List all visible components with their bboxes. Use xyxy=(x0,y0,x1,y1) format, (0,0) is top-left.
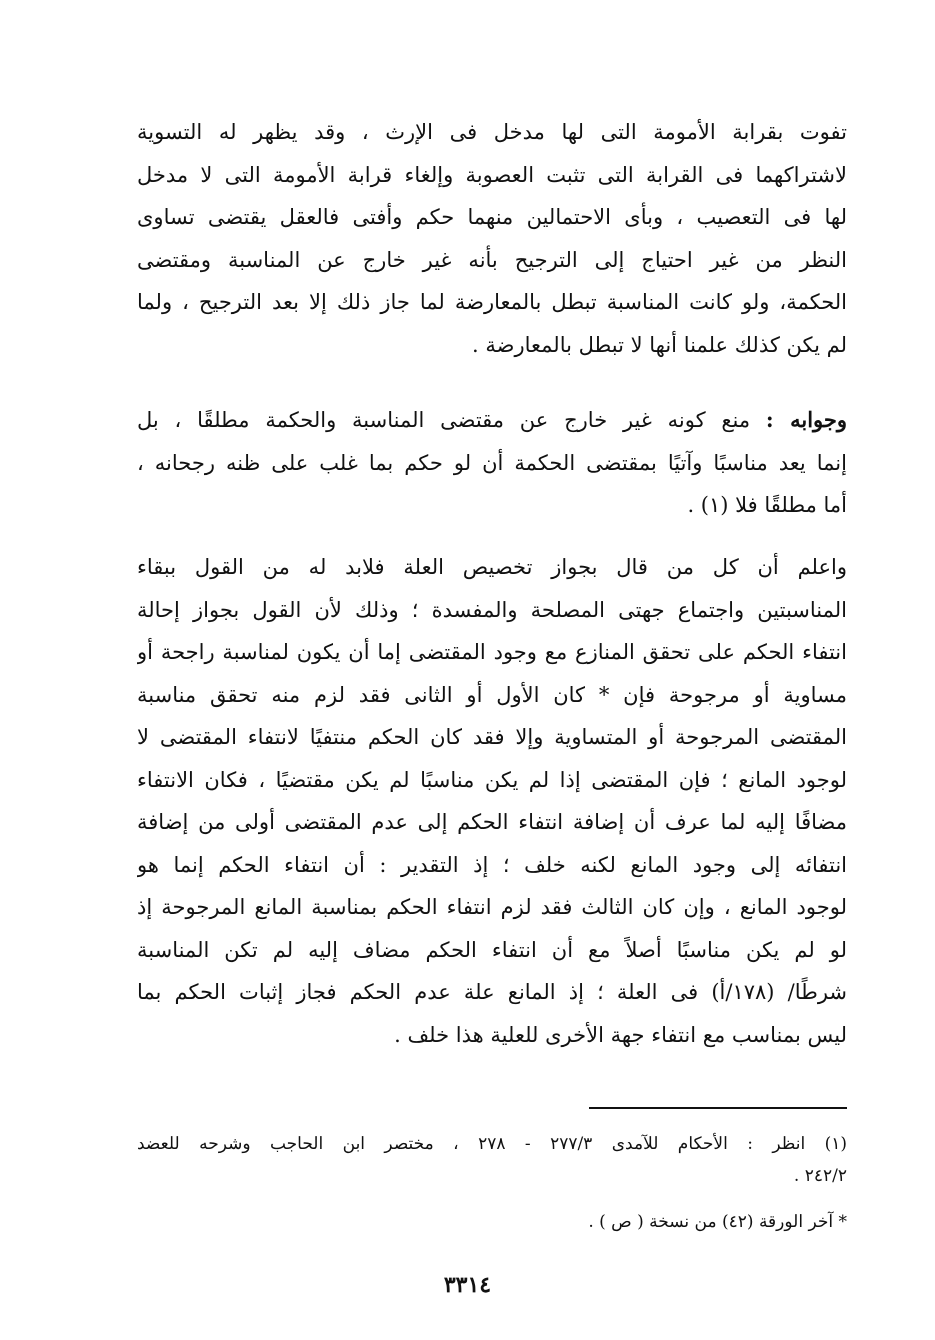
paragraph-3 xyxy=(137,546,847,1056)
footnote-star: * آخر الورقة (٤٢) من نسخة ( ص ) . xyxy=(588,1212,847,1232)
paragraph-line: النظر من غير احتياج إلى الترجيح بأنه غير خارج عن المناسبة ومقتضى xyxy=(137,247,847,272)
paragraph-line: المقتضى المرجوحة أو المتساوية وإلا فقد كان الحكم منتفيًا لانتفاء المقتضى لا xyxy=(137,725,847,749)
paragraph-line: أما مطلقًا فلا (١) . xyxy=(687,493,847,517)
paragraph-line xyxy=(137,399,847,442)
footnote-1-line: (١) انظر : الأحكام للآمدى ٢٧٧/٣ - ٢٧٨ ، مختصر ابن الحاجب وشرحه للعضد xyxy=(137,1134,847,1154)
paragraph-line: ليس بمناسب مع انتفاء جهة الأخرى للعلية هذا خلف . xyxy=(394,1022,847,1047)
paragraph-line: شرطًا/ (١٧٨/أ) فى العلة ؛ إذ المانع علة عدم الحكم فجاز إثبات الحكم بما xyxy=(137,980,847,1004)
paragraph-line: مساوية أو مرجوحة فإن * كان الأول أو الثانى فقد لزم منه تحقق مناسبة xyxy=(137,682,847,707)
paragraph-line: المناسبتين واجتماع جهتى المصلحة والمفسدة ؛ وذلك لأن القول بجواز إحالة xyxy=(137,597,847,622)
paragraph-line: لها فى التعصيب ، وبأى الاحتمالين منهما حكم وأفتى فالعقل يقتضى تساوى xyxy=(137,205,847,229)
paragraph-line: لم يكن كذلك علمنا أنها لا تبطل بالمعارضة . xyxy=(472,332,847,357)
paragraph-1 xyxy=(137,111,847,366)
paragraph-line: تفوت بقرابة الأمومة التى لها مدخل فى الإرث ، وقد يظهر له التسوية xyxy=(137,120,847,144)
paragraph-line: انتفاء الحكم على تحقق المنازع مع وجود المقتضى إما أن يكون لمناسبة راجحة أو xyxy=(137,640,847,664)
paragraph-line: لوجود المانع ، وإن كان الثالث فقد لزم انتفاء الحكم بمناسبة المانع المرجوحة إذ xyxy=(137,895,847,919)
paragraph-line: لوجود المانع ؛ فإن المقتضى إذا لم يكن مناسبًا لم يكن مقتضيًا ، فكان الانتفاء xyxy=(137,767,847,792)
answer-first-line: منع كونه غير خارج عن مقتضى المناسبة والحكمة مطلقًا ، بل xyxy=(137,408,766,432)
paragraph-line: لو لم يكن مناسبًا أصلاً مع أن انتفاء الحكم مضاف إليه لم تكن المناسبة xyxy=(137,937,847,962)
paragraph-line: انتفائه إلى وجود المانع لكنه خلف ؛ إذ التقدير : أن انتفاء الحكم إنما هو xyxy=(137,852,847,877)
paragraph-line: لاشتراكهما فى القرابة التى تثبت العصوبة وإلغاء قرابة الأمومة التى لا مدخل xyxy=(137,162,847,187)
footnote-1-line: ٢٤٢/٢ . xyxy=(793,1166,847,1186)
page-number: ٣٣١٤ xyxy=(443,1272,492,1298)
footnotes xyxy=(137,1128,847,1238)
paragraph-2 xyxy=(137,399,847,527)
answer-lead: وجوابه : xyxy=(765,407,847,432)
paragraph-line: إنما يعد مناسبًا وآتيًا بمقتضى الحكمة أن لو حكم بما غلب على ظنه رجحانه ، xyxy=(137,450,847,475)
paragraph-line: واعلم أن كل من قال بجواز تخصيص العلة فلابد له من القول ببقاء xyxy=(137,555,847,579)
paragraph-line: الحكمة، ولو كانت المناسبة تبطل بالمعارضة لما جاز ذلك إلا بعد الترجيح ، ولما xyxy=(137,290,847,314)
footnote-divider xyxy=(589,1107,847,1109)
paragraph-line: مضافًا إليه لما عرف أن إضافة انتفاء الحكم إلى عدم المقتضى أولى من إضافة xyxy=(137,810,847,834)
